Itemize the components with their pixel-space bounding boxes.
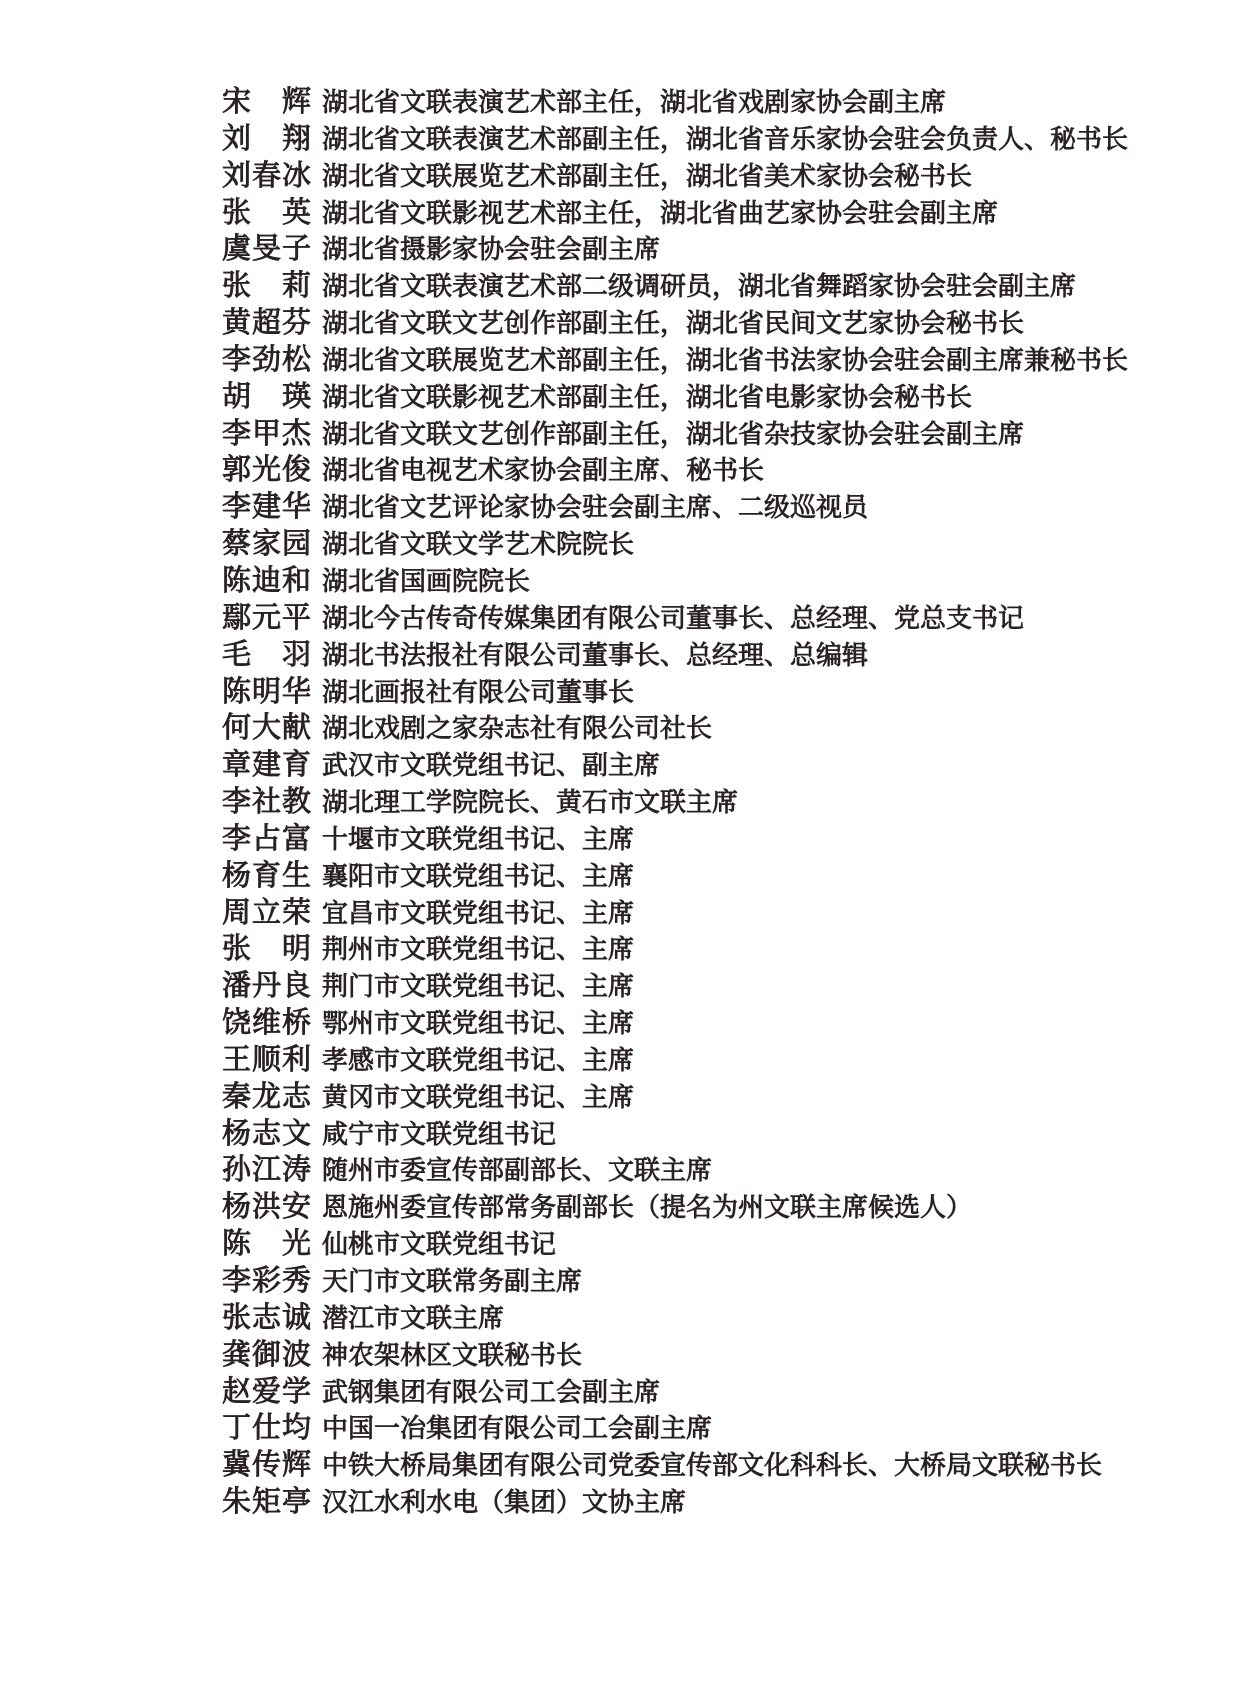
person-name: 陈明华 — [222, 675, 313, 708]
person-name: 李社教 — [222, 786, 313, 819]
person-name: 张志诚 — [222, 1301, 313, 1334]
roster-row — [222, 1230, 1201, 1267]
person-title: 湖北戏剧之家杂志社有限公司社长 — [322, 714, 713, 744]
person-name: 蔡家园 — [222, 528, 313, 561]
person-name: 李占富 — [222, 822, 313, 855]
person-title: 十堰市文联党组书记、主席 — [322, 824, 635, 854]
roster-row — [222, 493, 1201, 530]
person-name: 鄢元平 — [222, 601, 313, 634]
roster-row — [222, 1009, 1201, 1046]
person-title: 湖北书法报社有限公司董事长、总经理、总编辑 — [322, 640, 869, 670]
roster-row — [222, 1338, 1201, 1378]
roster-row — [222, 972, 1201, 1009]
person-name: 胡 瑛 — [222, 380, 313, 413]
roster-row — [222, 1117, 1201, 1157]
person-name: 李劲松 — [222, 343, 313, 376]
person-title: 湖北省电视艺术家协会副主席、秘书长 — [322, 456, 765, 486]
person-title: 咸宁市文联党组书记 — [322, 1119, 557, 1149]
person-name: 李甲杰 — [222, 417, 313, 450]
roster-row — [222, 530, 1201, 567]
person-title: 随州市委宣传部副部长、文联主席 — [322, 1156, 713, 1186]
person-title: 宜昌市文联党组书记、主席 — [322, 898, 635, 928]
roster-row — [222, 675, 1201, 715]
roster-row — [222, 88, 1201, 125]
person-title: 仙桃市文联党组书记 — [322, 1230, 557, 1260]
person-title: 湖北省文联表演艺术部二级调研员，湖北省舞蹈家协会驻会副主席 — [322, 272, 1077, 302]
person-name: 杨育生 — [222, 859, 313, 892]
person-name: 李建华 — [222, 491, 313, 524]
person-title: 湖北今古传奇传媒集团有限公司董事长、总经理、党总支书记 — [322, 603, 1025, 633]
roster-row — [222, 196, 1201, 236]
roster-row — [222, 159, 1201, 199]
person-name: 朱矩亭 — [222, 1486, 313, 1519]
roster-row — [222, 896, 1201, 936]
person-title: 湖北画报社有限公司董事长 — [322, 677, 635, 707]
roster-row — [222, 235, 1201, 272]
person-name: 冀传辉 — [222, 1449, 313, 1482]
roster-row — [222, 1375, 1201, 1415]
person-title: 湖北省文联展览艺术部副主任，湖北省美术家协会秘书长 — [322, 161, 973, 191]
person-name: 王顺利 — [222, 1043, 313, 1076]
roster-row — [222, 1156, 1201, 1193]
roster-row — [222, 122, 1201, 162]
person-title: 湖北省文联影视艺术部副主任，湖北省电影家协会秘书长 — [322, 382, 973, 412]
person-name: 宋 辉 — [222, 86, 313, 118]
roster-row — [222, 1301, 1201, 1341]
person-title: 湖北省文联文艺创作部副主任，湖北省民间文艺家协会秘书长 — [322, 309, 1025, 339]
person-name: 李彩秀 — [222, 1265, 313, 1297]
person-title: 黄冈市文联党组书记、主席 — [322, 1082, 635, 1112]
person-name: 何大献 — [222, 712, 313, 745]
roster-row — [222, 1267, 1201, 1304]
person-title: 恩施州委宣传部常务副部长（提名为州文联主席候选人） — [322, 1193, 973, 1223]
person-title: 湖北省文联表演艺术部副主任，湖北省音乐家协会驻会负责人、秘书长 — [322, 124, 1129, 154]
person-title: 荆州市文联党组书记、主席 — [322, 935, 635, 965]
roster-row — [222, 638, 1201, 678]
roster-row — [222, 343, 1201, 383]
person-name: 饶维桥 — [222, 1007, 313, 1040]
person-title: 湖北省文联影视艺术部主任，湖北省曲艺家协会驻会副主席 — [322, 198, 999, 228]
person-name: 周立荣 — [222, 896, 313, 929]
roster-row — [222, 822, 1201, 862]
roster-row — [222, 1488, 1201, 1525]
person-name: 黄超芬 — [222, 307, 313, 340]
person-name: 杨洪安 — [222, 1191, 313, 1224]
person-title: 湖北省文联文艺创作部副主任，湖北省杂技家协会驻会副主席 — [322, 419, 1025, 449]
person-name: 刘春冰 — [222, 159, 313, 192]
person-name: 潘丹良 — [222, 970, 313, 1003]
roster-row — [222, 1451, 1201, 1488]
person-title: 汉江水利水电（集团）文协主席 — [322, 1488, 687, 1518]
roster-row — [222, 1080, 1201, 1120]
person-title: 潜江市文联主席 — [322, 1303, 505, 1333]
person-title: 湖北省国画院院长 — [322, 566, 531, 596]
person-title: 湖北省文艺评论家协会驻会副主席、二级巡视员 — [322, 493, 869, 523]
person-name: 虞旻子 — [222, 233, 313, 266]
person-title: 武钢集团有限公司工会副主席 — [322, 1377, 661, 1407]
person-name: 张 莉 — [222, 270, 313, 303]
roster-row — [222, 272, 1201, 309]
person-title: 中国一冶集团有限公司工会副主席 — [322, 1414, 713, 1444]
roster-row — [222, 1043, 1201, 1083]
person-title: 湖北省文联文学艺术院院长 — [322, 530, 635, 560]
person-title: 湖北省文联表演艺术部主任，湖北省戏剧家协会副主席 — [322, 88, 947, 117]
person-title: 神农架林区文联秘书长 — [322, 1340, 583, 1370]
person-title: 天门市文联常务副主席 — [322, 1267, 583, 1296]
person-title: 鄂州市文联党组书记、主席 — [322, 1009, 635, 1039]
person-title: 襄阳市文联党组书记、主席 — [322, 861, 635, 891]
roster-list — [222, 88, 1201, 1525]
person-name: 杨志文 — [222, 1117, 313, 1150]
roster-row — [222, 788, 1201, 825]
roster-row — [222, 1193, 1201, 1230]
person-title: 中铁大桥局集团有限公司党委宣传部文化科科长、大桥局文联秘书长 — [322, 1451, 1103, 1481]
person-title: 武汉市文联党组书记、副主席 — [322, 751, 661, 781]
roster-row — [222, 935, 1201, 972]
person-title: 湖北省摄影家协会驻会副主席 — [322, 235, 661, 265]
roster-row — [222, 751, 1201, 788]
roster-row — [222, 456, 1201, 493]
person-name: 刘 翔 — [222, 122, 313, 155]
person-name: 陈 光 — [222, 1228, 313, 1261]
roster-row — [222, 1414, 1201, 1451]
person-name: 秦龙志 — [222, 1080, 313, 1113]
person-name: 孙江涛 — [222, 1154, 313, 1187]
roster-row — [222, 859, 1201, 899]
person-name: 陈迪和 — [222, 564, 313, 597]
person-name: 龚御波 — [222, 1338, 313, 1371]
person-title: 湖北理工学院院长、黄石市文联主席 — [322, 788, 739, 818]
roster-row — [222, 601, 1201, 641]
person-name: 丁仕均 — [222, 1412, 313, 1445]
roster-row — [222, 564, 1201, 604]
person-name: 张 明 — [222, 933, 313, 966]
roster-row — [222, 714, 1201, 751]
person-name: 张 英 — [222, 196, 313, 229]
person-title: 孝感市文联党组书记、主席 — [322, 1045, 635, 1075]
person-name: 郭光俊 — [222, 454, 313, 487]
person-title: 湖北省文联展览艺术部副主任，湖北省书法家协会驻会副主席兼秘书长 — [322, 345, 1129, 375]
roster-row — [222, 380, 1201, 420]
roster-row — [222, 417, 1201, 457]
roster-row — [222, 309, 1201, 346]
person-name: 赵爱学 — [222, 1375, 313, 1408]
person-name: 毛 羽 — [222, 638, 313, 671]
person-name: 章建育 — [222, 749, 313, 782]
person-title: 荆门市文联党组书记、主席 — [322, 972, 635, 1002]
